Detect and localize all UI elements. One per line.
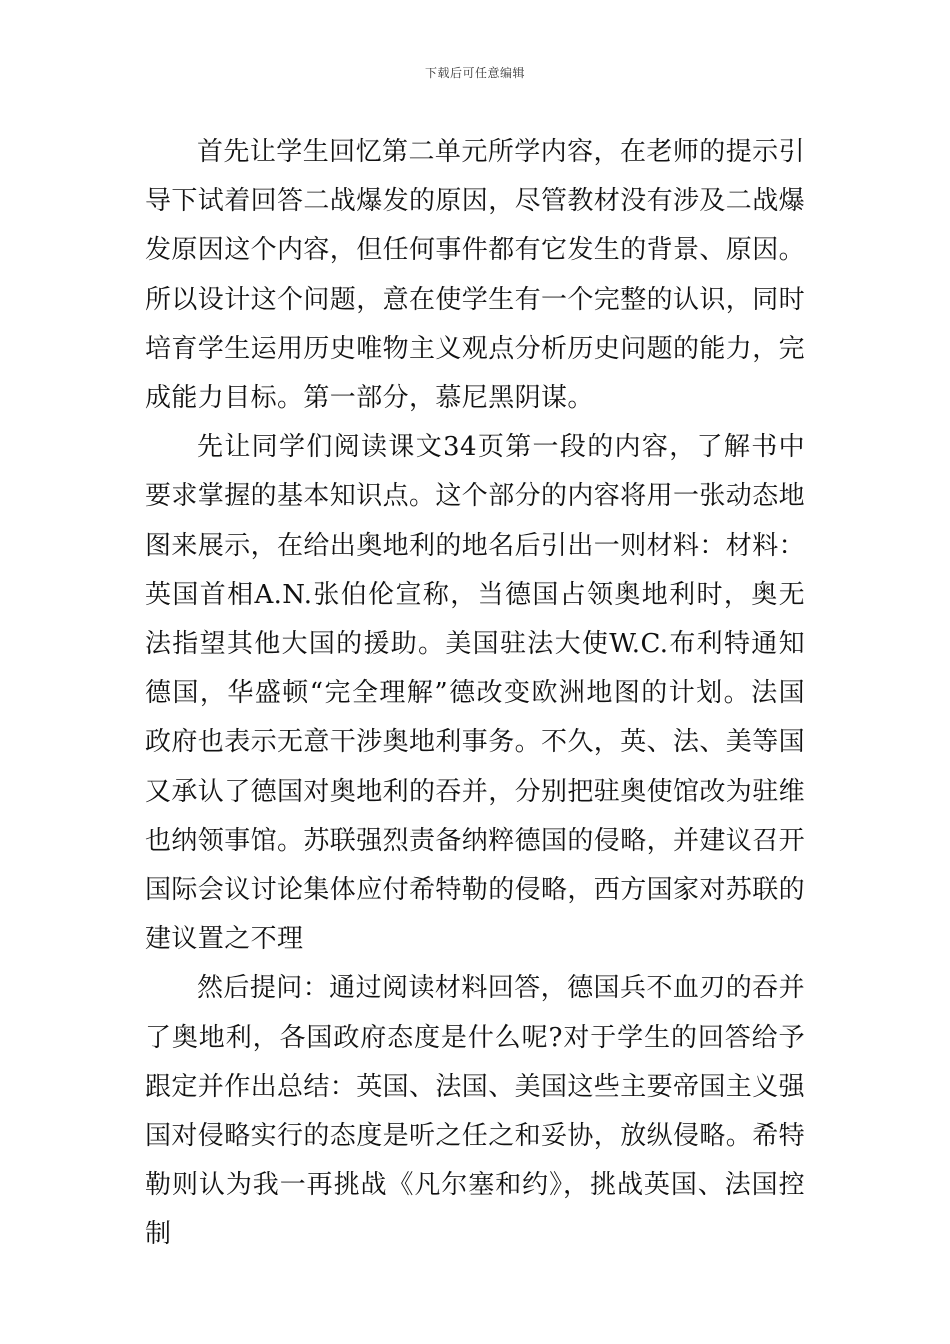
paragraph-1: 首先让学生回忆第二单元所学内容，在老师的提示引导下试着回答二战爆发的原因，尽管教材没有涉及二战爆发原因这个内容，但任何事件都有它发生的背景、原因。所以设计这个问题，意在使学生有一个完整的认识，同时培育学生运用历史唯物主义观点分析历史问题的能力，完成能力目标。第一部分，慕尼黑阴谋。	[145, 137, 806, 414]
page-header: 下载后可任意编辑	[424, 66, 525, 80]
paragraph-2: 先让同学们阅读课文34页第一段的内容，了解书中要求掌握的基本知识点。这个部分的内容将用一张动态地图来展示，在给出奥地利的地名后引出一则材料：材料：英国首相A.N.张伯伦宣称，当德国占领奥地利时，奥无法指望其他大国的援助。美国驻法大使W.C.布利特通知德国，华盛顿“完全理解”德改变欧洲地图的计划。法国政府也表示无意干涉奥地利事务。不久，英、法、美等国又承认了德国对奥地利的吞并，分别把驻奥使馆改为驻维也纳领事馆。苏联强烈责备纳粹德国的侵略，并建议召开国际会议讨论集体应付希特勒的侵略，西方国家对苏联的建议置之不理	[145, 432, 806, 955]
paragraph-3: 然后提问：通过阅读材料回答，德国兵不血刃的吞并了奥地利，各国政府态度是什么呢?对于学生的回答给予跟定并作出总结：英国、法国、美国这些主要帝国主义强国对侵略实行的态度是听之任之和妥协，放纵侵略。希特勒则认为我一再挑战《凡尔塞和约》，挑战英国、法国控制	[145, 973, 806, 1250]
document-body	[145, 128, 805, 1260]
